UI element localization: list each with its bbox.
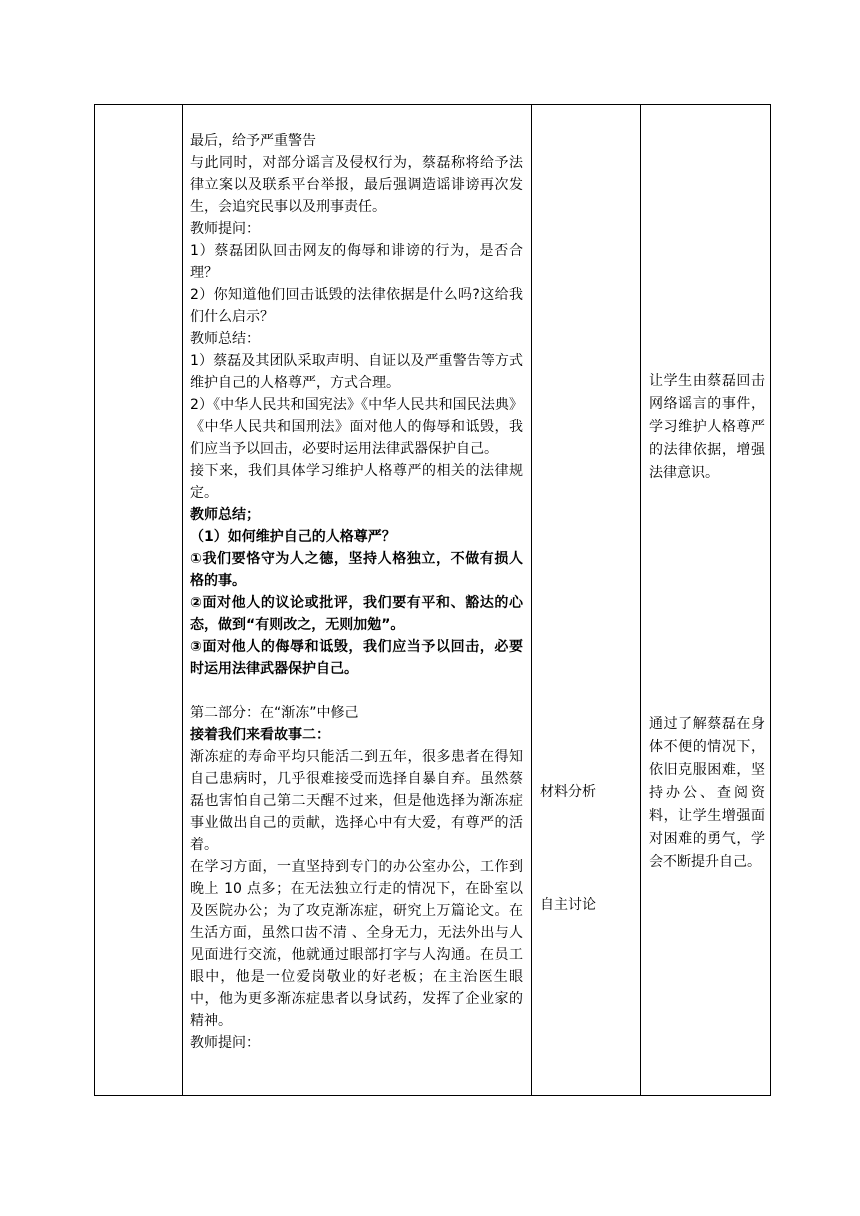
teaching-process-content bbox=[183, 105, 531, 1054]
content-line: 渐冻症的寿命平均只能活二到五年，很多患者在得知自己患病时，几乎很难接受而选择自暴自弃。虽然蔡磊也害怕自己第二天醒不过来，但是他选择为渐冻症事业做出自己的贡献，选择心中有大爱，有尊严的活着。 bbox=[190, 749, 523, 853]
content-line: 2）你知道他们回击诋毁的法律依据是什么吗?这给我们什么启示？ bbox=[190, 287, 523, 325]
design-intent-cell bbox=[641, 105, 771, 1096]
content-line: ①我们要恪守为人之德，坚持人格独立，不做有损人格的事。 bbox=[190, 551, 523, 589]
lesson-plan-table bbox=[94, 104, 771, 1096]
student-activity-cell bbox=[532, 105, 641, 1096]
content-line: 接下来，我们具体学习维护人格尊严的相关的法律规定。 bbox=[190, 463, 523, 501]
method-material-analysis: 材料分析 bbox=[540, 784, 596, 800]
content-line: ③面对他人的侮辱和诋毁，我们应当予以回击，必要时运用法律武器保护自己。 bbox=[190, 639, 523, 677]
content-line: 教师总结： bbox=[190, 331, 260, 347]
content-line: 1）蔡磊及其团队采取声明、自证以及严重警告等方式维护自己的人格尊严，方式合理。 bbox=[190, 353, 523, 391]
method-independent-discussion: 自主讨论 bbox=[540, 897, 596, 913]
empty-cell bbox=[95, 105, 183, 1096]
content-line: 1）蔡磊团队回击网友的侮辱和诽谤的行为，是否合理？ bbox=[190, 243, 523, 281]
content-line: ②面对他人的议论或批评，我们要有平和、豁达的心态，做到“有则改之，无则加勉”。 bbox=[190, 595, 523, 633]
content-line: （1）如何维护自己的人格尊严？ bbox=[190, 529, 396, 545]
blank-line bbox=[190, 680, 523, 702]
table-row bbox=[95, 105, 771, 1096]
content-line: 教师提问： bbox=[190, 1035, 260, 1051]
content-line: 与此同时，对部分谣言及侵权行为，蔡磊称将给予法律立案以及联系平台举报，最后强调造谣诽谤再次发生，会追究民事以及刑事责任。 bbox=[190, 155, 523, 215]
content-line: 在学习方面，一直坚持到专门的办公室办公，工作到晚上 10 点多；在无法独立行走的情况下，在卧室以及医院办公；为了攻克渐冻症，研究上万篇论文。在生活方面，虽然口齿不清 、全身无力，无法外出与人见面进行交流，他就通过眼部打字与人沟通。在员工眼中，他是一位爱岗敬业的好老板；在主治医生眼中，他为更多渐冻症患者以身试药，发挥了企业家的精神。 bbox=[190, 859, 523, 1029]
content-line: 2）《中华人民共和国宪法》《中华人民共和国民法典》《中华人民共和国刑法》面对他人的侮辱和诋毁，我们应当予以回击，必要时运用法律武器保护自己。 bbox=[190, 397, 523, 457]
teaching-process-cell bbox=[183, 105, 532, 1096]
design-intent-2: 通过了解蔡磊在身体不便的情况下，依旧克服困难，坚持办公、查阅资料，让学生增强面对困难的勇气，学会不断提升自己。 bbox=[649, 716, 765, 870]
section-heading: 第二部分：在“渐冻”中修己 bbox=[190, 705, 359, 721]
content-line: 接着我们来看故事二： bbox=[190, 727, 330, 743]
content-line: 教师提问： bbox=[190, 221, 260, 237]
content-line: 最后，给予严重警告 bbox=[190, 133, 316, 149]
design-intent-1: 让学生由蔡磊回击网络谣言的事件，学习维护人格尊严的法律依据，增强法律意识。 bbox=[649, 373, 765, 481]
content-line: 教师总结； bbox=[190, 507, 260, 523]
